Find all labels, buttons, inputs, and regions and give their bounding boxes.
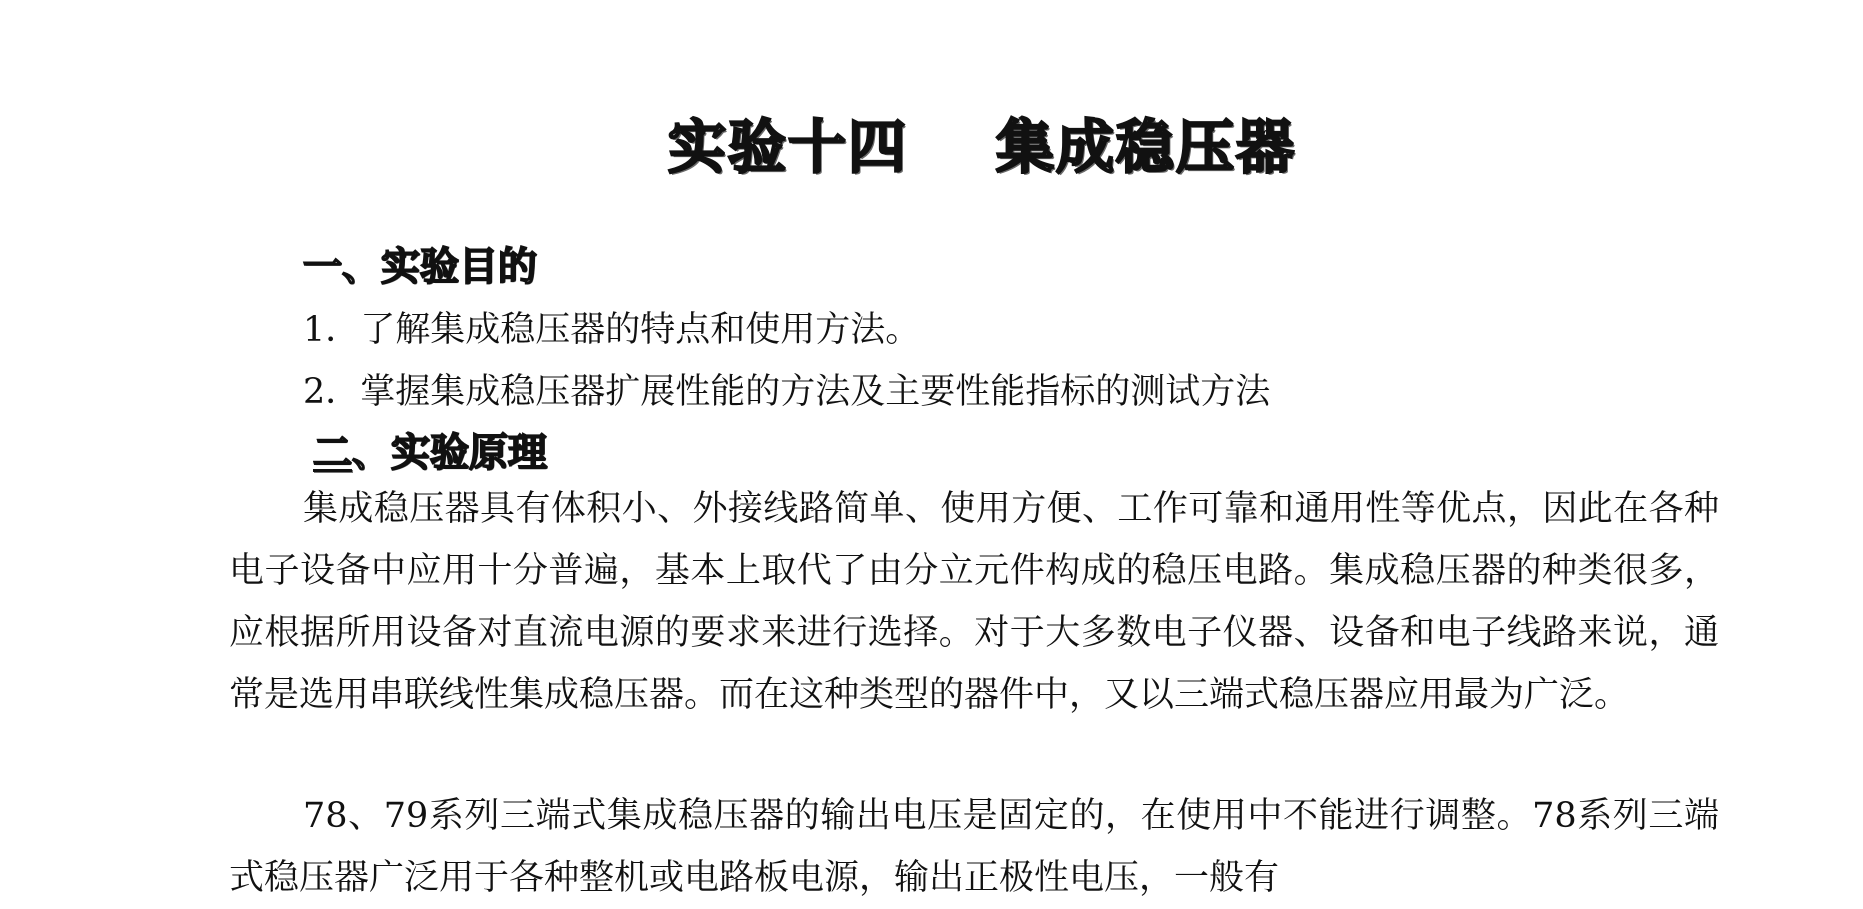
page-title	[668, 100, 1296, 184]
title-experiment-name: 集成稳压器	[996, 113, 1297, 181]
section-heading-objectives: 一、实验目的	[303, 245, 538, 290]
principle-paragraph-1: 集成稳压器具有体积小、外接线路简单、使用方便、工作可靠和通用性等优点，因此在各种电子设备中应用十分普遍，基本上取代了由分立元件构成的稳压电路。集成稳压器的种类很多，应根据所用设备对直流电源的要求来进行选择。对于大多数电子仪器、设备和电子线路来说，通常是选用串联线性集成稳压器。而在这种类型的器件中，又以三端式稳压器应用最为广泛。	[229, 489, 1719, 715]
section-heading-principle-text: 、实验原理	[352, 431, 548, 476]
title-experiment-number: 实验十四	[668, 113, 909, 181]
section-heading-principle-number: 二	[313, 431, 353, 476]
principle-paragraph-2: 78、79系列三端式集成稳压器的输出电压是固定的，在使用中不能进行调整。78系列三端式稳压器广泛用于各种整机或电路板电源，输出正极性电压，一般有	[229, 796, 1719, 898]
section-heading-principle	[313, 422, 547, 478]
objective-item-2: 2．掌握集成稳压器扩展性能的方法及主要性能指标的测试方法	[303, 372, 1271, 412]
objective-item-1: 1．了解集成稳压器的特点和使用方法。	[303, 310, 921, 350]
